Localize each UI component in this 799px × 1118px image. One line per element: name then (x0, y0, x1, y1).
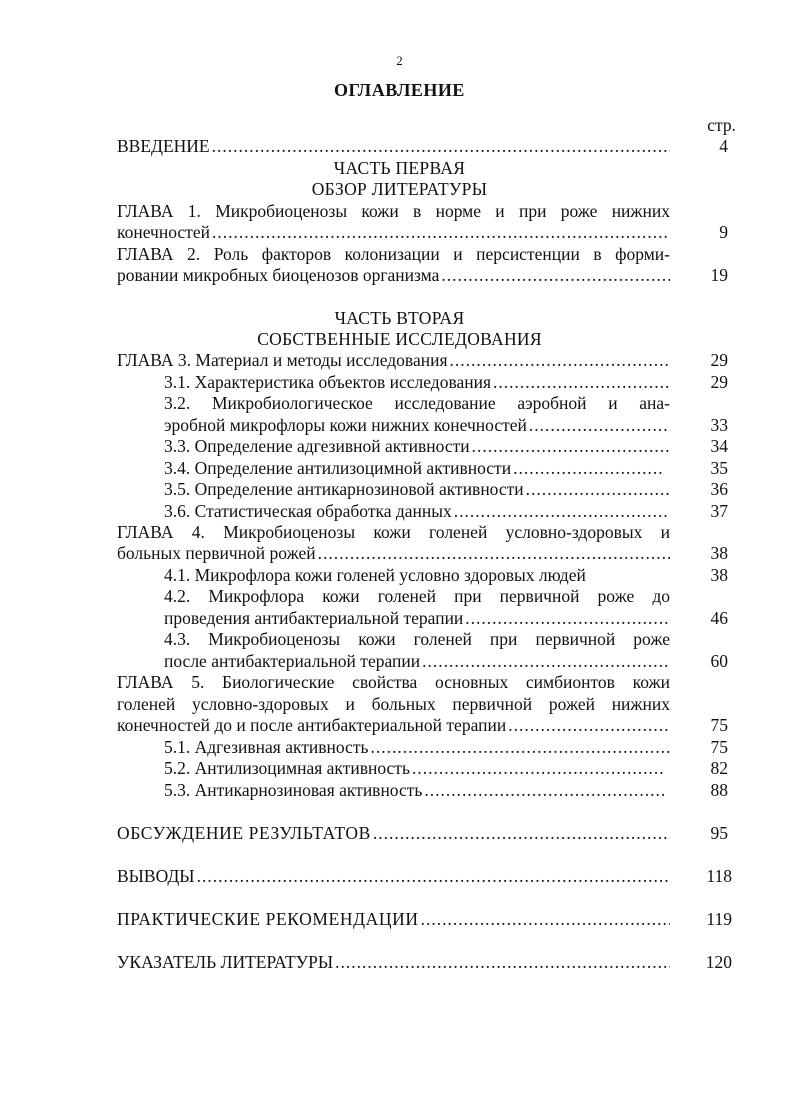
toc-entry-section-4-3: 4.3. Микробиоценозы кожи голеней при первичной роже (164, 629, 670, 649)
entry-label: проведения антибактериальной терапии (164, 608, 464, 628)
toc-entry-section-4-1: 4.1. Микрофлора кожи голеней условно здоровых людей (164, 565, 586, 585)
toc-entry-discussion (117, 823, 670, 844)
page-ref: 75 (710, 715, 728, 735)
entry-label: ровании микробных биоценозов организма (117, 265, 440, 285)
page-column-label: стр. (707, 115, 736, 135)
part-two-subheading: СОБСТВЕННЫЕ ИССЛЕДОВАНИЯ (257, 329, 542, 349)
page-ref: 95 (710, 823, 728, 843)
page-number: 2 (396, 53, 403, 68)
toc-entry-section-5-2 (164, 758, 664, 779)
toc-entry-chapter-1: ГЛАВА 1. Микробиоценозы кожи в норме и при роже нижних (117, 201, 670, 221)
toc-entry-section-5-3 (164, 780, 664, 801)
toc-entry-section-4-2: 4.2. Микрофлора кожи голеней при первичной роже до (164, 586, 670, 606)
page-ref: 60 (710, 651, 728, 671)
page-ref: 118 (706, 866, 732, 886)
page-ref: 35 (710, 458, 728, 478)
page-ref: 120 (705, 952, 732, 972)
toc-entry-chapter-5: ГЛАВА 5. Биологические свойства основных симбионтов кожи (117, 672, 670, 692)
toc-entry-chapter-1-cont (117, 222, 670, 243)
page-ref: 37 (710, 501, 728, 521)
entry-label: 5.1. Адгезивная активность (164, 737, 369, 757)
entry-label: конечностей до и после антибактериальной терапии (117, 715, 507, 735)
page-ref: 34 (710, 436, 728, 456)
page-ref: 33 (710, 415, 728, 435)
part-one-heading: ЧАСТЬ ПЕРВАЯ (333, 158, 466, 178)
entry-label: конечностей (117, 222, 210, 242)
entry-label: 3.1. Характеристика объектов исследования (164, 372, 492, 392)
entry-label: 3.3. Определение адгезивной активности (164, 436, 470, 456)
toc-entry-section-3-4 (164, 458, 664, 479)
toc-entry-chapter-4: ГЛАВА 4. Микробиоценозы кожи голеней условно-здоровых и (117, 522, 670, 542)
page-ref: 46 (710, 608, 728, 628)
part-two-heading: ЧАСТЬ ВТОРАЯ (334, 308, 465, 328)
toc-entry-intro (117, 136, 670, 157)
toc-entry-section-3-2-cont (164, 415, 670, 436)
page-ref: 38 (710, 543, 728, 563)
toc-entry-section-4-2-cont (164, 608, 670, 629)
toc-entry-chapter-5-cont2 (117, 715, 670, 736)
toc-entry-section-3-3 (164, 436, 670, 457)
toc-entry-section-3-2: 3.2. Микробиологическое исследование аэробной и ана- (164, 393, 670, 413)
page-ref: 9 (719, 222, 728, 242)
entry-label: 3.5. Определение антикарнозиновой активности (164, 479, 524, 499)
page-ref: 88 (710, 780, 728, 800)
entry-label: ВЫВОДЫ (117, 866, 195, 886)
toc-entry-recommendations (117, 909, 670, 930)
toc-entry-chapter-5-cont: голеней условно-здоровых и больных первичной рожей нижних (117, 694, 670, 714)
page-ref: 29 (710, 350, 728, 370)
toc-entry-chapter-3 (117, 350, 670, 371)
entry-label: ОБСУЖДЕНИЕ РЕЗУЛЬТАТОВ (117, 823, 371, 843)
toc-entry-section-5-1 (164, 737, 670, 758)
entry-label: ВВЕДЕНИЕ (117, 136, 210, 156)
page-ref: 75 (710, 737, 728, 757)
entry-label: ГЛАВА 3. Материал и методы исследования (117, 350, 448, 370)
page-ref: 4 (719, 136, 728, 156)
entry-label: 3.4. Определение антилизоцимной активности (164, 458, 512, 478)
entry-label: 5.3. Антикарнозиновая активность (164, 780, 423, 800)
toc-entry-references (117, 952, 670, 973)
page-ref: 36 (710, 479, 728, 499)
entry-label: УКАЗАТЕЛЬ ЛИТЕРАТУРЫ (117, 952, 334, 972)
page-ref: 38 (710, 565, 728, 585)
toc-entry-chapter-4-cont (117, 543, 670, 564)
page-title: ОГЛАВЛЕНИЕ (334, 80, 465, 100)
page-ref: 82 (710, 758, 728, 778)
page-ref: 119 (706, 909, 732, 929)
entry-label: 3.6. Статистическая обработка данных (164, 501, 452, 521)
page-ref: 29 (710, 372, 728, 392)
toc-entry-section-3-6 (164, 501, 670, 522)
entry-label: после антибактериальной терапии (164, 651, 421, 671)
entry-label: больных первичной рожей (117, 543, 316, 563)
part-one-subheading: ОБЗОР ЛИТЕРАТУРЫ (311, 179, 488, 199)
toc-entry-chapter-2-cont (117, 265, 670, 286)
toc-entry-section-3-5 (164, 479, 670, 500)
entry-label: 5.2. Антилизоцимная активность (164, 758, 410, 778)
toc-entry-chapter-2: ГЛАВА 2. Роль факторов колонизации и персистенции в форми- (117, 244, 670, 264)
entry-label: ПРАКТИЧЕСКИЕ РЕКОМЕНДАЦИИ (117, 909, 419, 929)
entry-label: эробной микрофлоры кожи нижних конечностей (164, 415, 527, 435)
toc-entry-conclusions (117, 866, 670, 887)
page-ref: 19 (710, 265, 728, 285)
toc-entry-section-3-1 (164, 372, 670, 393)
toc-entry-section-4-3-cont (164, 651, 670, 672)
